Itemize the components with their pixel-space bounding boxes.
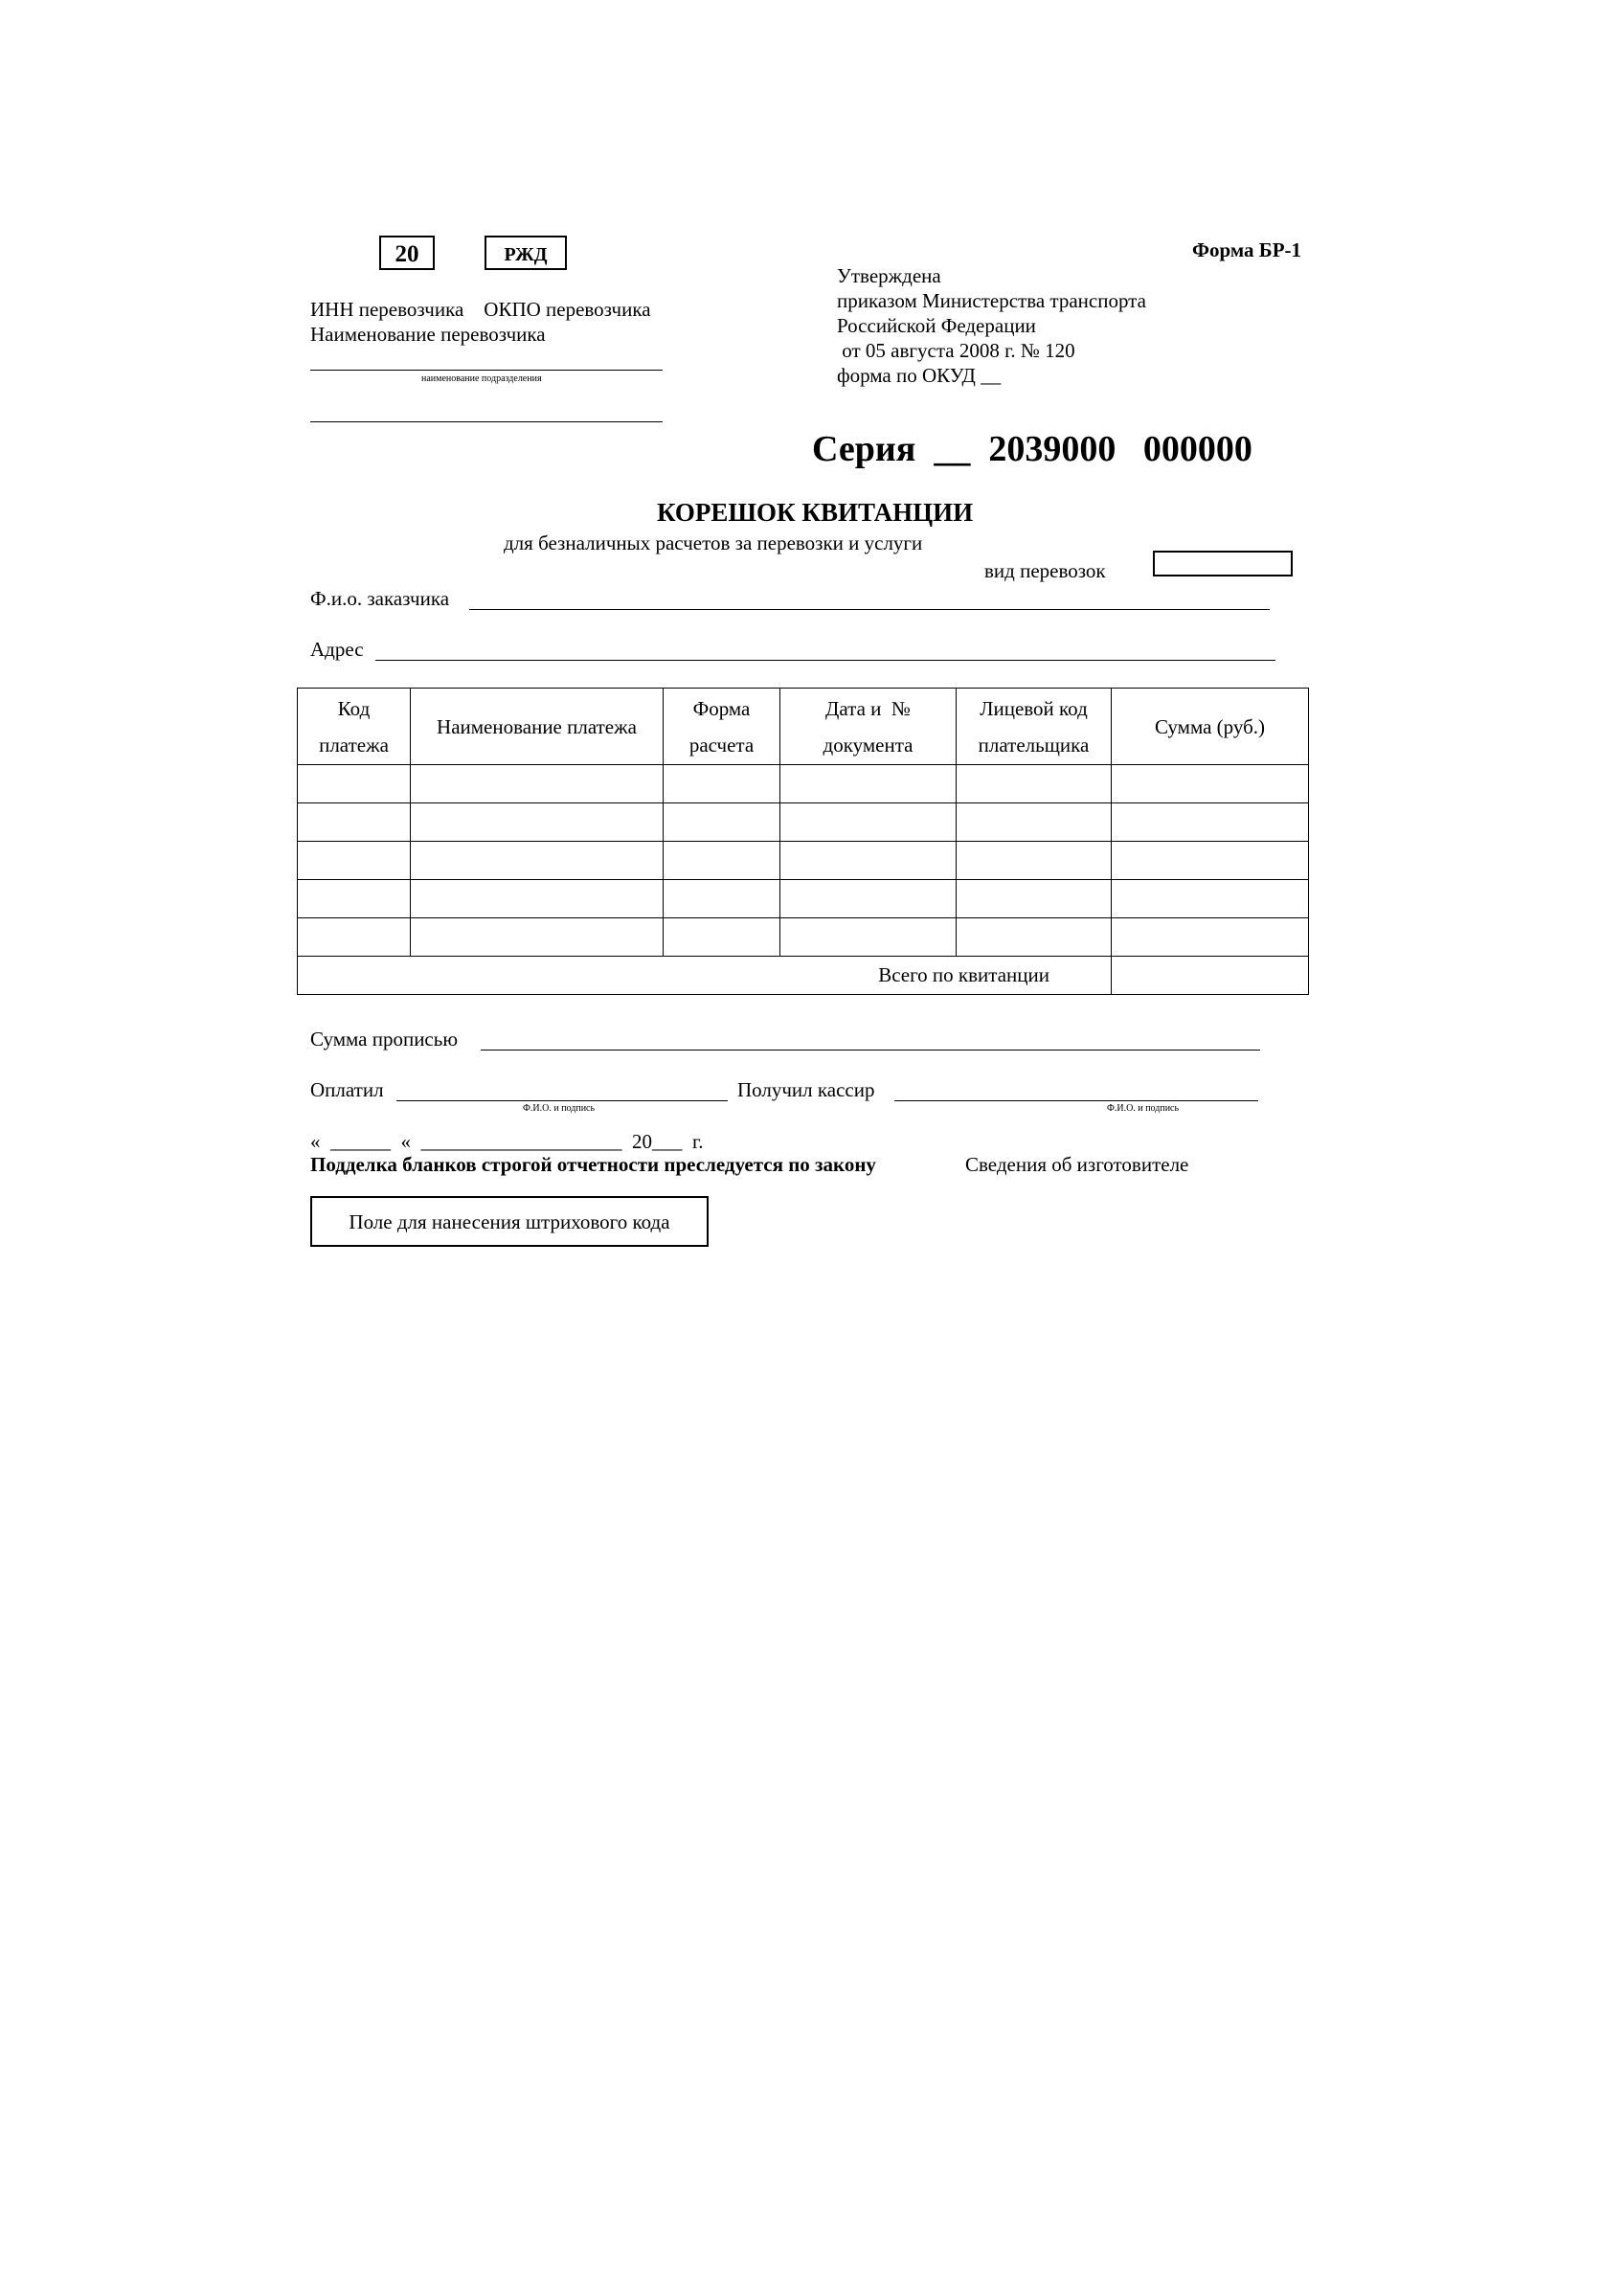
table-cell[interactable] xyxy=(298,803,411,842)
table-cell[interactable] xyxy=(1112,918,1309,957)
carrier-name-label: Наименование перевозчика xyxy=(310,323,546,346)
payment-table xyxy=(297,688,1309,995)
table-cell[interactable] xyxy=(957,765,1112,803)
header-payment-form: Форма расчета xyxy=(664,689,780,765)
subdivision-line xyxy=(310,370,663,371)
table-cell[interactable] xyxy=(298,842,411,880)
table-row xyxy=(298,918,1309,957)
form-label: Форма БР-1 xyxy=(1192,238,1302,261)
header-payment-name: Наименование платежа xyxy=(411,689,664,765)
cashier-signature-field[interactable] xyxy=(894,1100,1258,1101)
sum-in-words-label: Сумма прописью xyxy=(310,1028,459,1051)
transport-type-box[interactable] xyxy=(1153,551,1293,576)
table-cell[interactable] xyxy=(1112,803,1309,842)
approval-line-3: Российской Федерации xyxy=(837,314,1036,337)
header-payer-code: Лицевой код плательщика xyxy=(957,689,1112,765)
inn-okpo-label: ИНН перевозчика ОКПО перевозчика xyxy=(310,298,651,321)
table-cell[interactable] xyxy=(298,765,411,803)
table-cell[interactable] xyxy=(664,918,780,957)
table-row xyxy=(298,803,1309,842)
table-cell[interactable] xyxy=(664,803,780,842)
table-cell[interactable] xyxy=(664,842,780,880)
number-box-text: 20 xyxy=(395,241,419,267)
paid-signature-field[interactable] xyxy=(396,1100,728,1101)
manufacturer-info: Сведения об изготовителе xyxy=(965,1153,1189,1176)
table-cell[interactable] xyxy=(411,880,664,918)
table-row xyxy=(298,765,1309,803)
table-cell[interactable] xyxy=(1112,842,1309,880)
total-label: Всего по квитанции xyxy=(298,957,1112,995)
table-cell[interactable] xyxy=(1112,880,1309,918)
table-cell[interactable] xyxy=(298,918,411,957)
table-cell[interactable] xyxy=(411,803,664,842)
table-cell[interactable] xyxy=(780,880,957,918)
table-cell[interactable] xyxy=(298,880,411,918)
table-cell[interactable] xyxy=(780,803,957,842)
cashier-label: Получил кассир xyxy=(737,1078,875,1101)
paid-label: Оплатил xyxy=(310,1078,384,1101)
address-field[interactable] xyxy=(375,660,1275,661)
table-cell[interactable] xyxy=(957,803,1112,842)
total-amount-cell[interactable] xyxy=(1112,957,1309,995)
table-cell[interactable] xyxy=(664,765,780,803)
series-number: Серия __ 2039000 000000 xyxy=(812,429,1252,469)
customer-fio-field[interactable] xyxy=(469,609,1270,610)
approval-line-1: Утверждена xyxy=(837,264,941,287)
approval-line-4: от 05 августа 2008 г. № 120 xyxy=(837,339,1075,362)
carrier-extra-line xyxy=(310,421,663,422)
barcode-field xyxy=(310,1196,709,1247)
brand-box xyxy=(485,236,567,270)
header-doc-date-number: Дата и № документа xyxy=(780,689,957,765)
table-cell[interactable] xyxy=(957,880,1112,918)
table-cell[interactable] xyxy=(411,918,664,957)
document-title: КОРЕШОК КВИТАНЦИИ xyxy=(657,498,974,527)
brand-box-text: РЖД xyxy=(504,244,548,265)
date-line: « ______ « ____________________ 20___ г. xyxy=(310,1130,704,1153)
header-amount: Сумма (руб.) xyxy=(1112,689,1309,765)
table-header-row xyxy=(298,689,1309,765)
table-cell[interactable] xyxy=(957,842,1112,880)
table-cell[interactable] xyxy=(780,918,957,957)
customer-fio-label: Ф.и.о. заказчика xyxy=(310,587,450,610)
table-cell[interactable] xyxy=(780,842,957,880)
table-cell[interactable] xyxy=(411,765,664,803)
address-label: Адрес xyxy=(310,638,364,661)
number-box xyxy=(379,236,435,270)
approval-line-5: форма по ОКУД __ xyxy=(837,364,1002,387)
transport-type-label: вид перевозок xyxy=(984,559,1106,582)
paid-signature-caption: Ф.И.О. и подпись xyxy=(523,1103,596,1114)
table-cell[interactable] xyxy=(664,880,780,918)
subdivision-caption: наименование подразделения xyxy=(421,373,542,384)
table-total-row xyxy=(298,957,1309,995)
header-payment-code: Код платежа xyxy=(298,689,411,765)
table-cell[interactable] xyxy=(1112,765,1309,803)
table-row xyxy=(298,842,1309,880)
sum-in-words-field[interactable] xyxy=(481,1050,1260,1051)
cashier-signature-caption: Ф.И.О. и подпись xyxy=(1107,1103,1180,1114)
table-cell[interactable] xyxy=(411,842,664,880)
table-cell[interactable] xyxy=(780,765,957,803)
forgery-warning: Подделка бланков строгой отчетности преследуется по закону xyxy=(310,1153,876,1176)
approval-line-2: приказом Министерства транспорта xyxy=(837,289,1146,312)
barcode-field-label: Поле для нанесения штрихового кода xyxy=(349,1210,670,1233)
table-row xyxy=(298,880,1309,918)
document-subtitle: для безналичных расчетов за перевозки и услуги xyxy=(504,531,923,554)
table-cell[interactable] xyxy=(957,918,1112,957)
